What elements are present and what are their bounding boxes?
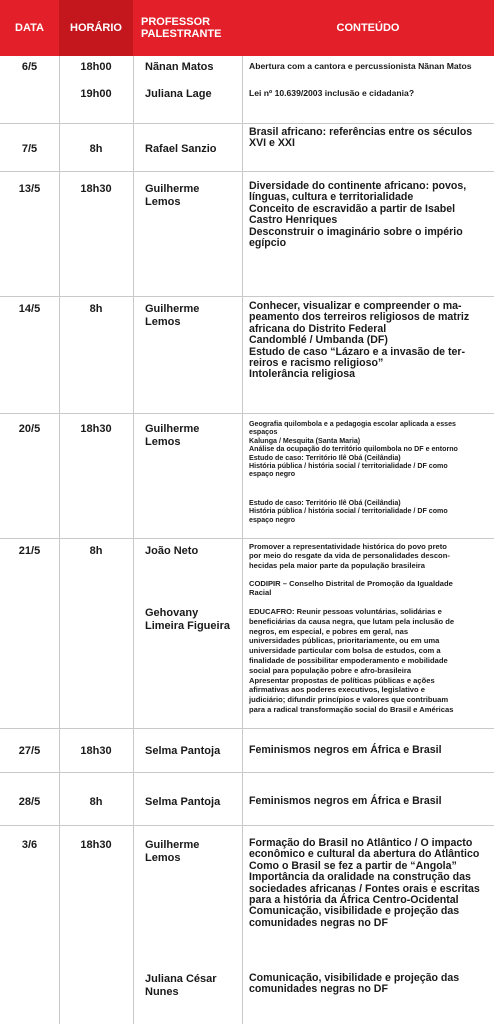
row-speaker: Gehovany Limeira Figueira xyxy=(145,607,230,632)
row-date: 7/5 xyxy=(21,143,38,155)
row-time: 19h00 xyxy=(80,88,112,100)
row-time: 8h xyxy=(89,303,103,315)
table-row xyxy=(0,172,494,297)
row-content: Promover a representatividade histórica do povo preto por meio do resgate da vida de personalidades descon- hecidas pela maior parte da população brasileira xyxy=(249,542,450,570)
table-row xyxy=(0,826,494,1023)
row-content: Formação do Brasil no Atlântico / O impacto econômico e cultural da abertura do Atlântico Como o Brasil se fez a partir de “Angola” Importância da oralidade na construção das sociedades africanas / Fontes orais e escritas para a história da África Centro-Ocidental Comunicação, visibilidade e projeção das comunidades negras no DF xyxy=(249,837,480,929)
header-date: DATA xyxy=(0,0,59,56)
row-time: 18h30 xyxy=(80,183,112,195)
row-speaker: Guilherme Lemos xyxy=(145,423,200,448)
row-content: EDUCAFRO: Reunir pessoas voluntárias, solidárias e beneficiárias da causa negra, que lutam pela inclusão de negros, em especial, e pobres em geral, nas universidades públicas, prioritariamente, ou em uma universidade particular com bolsa de estudos, com a finalidade de possibilitar empoderamento e mobilidade social para população pobre e afro-brasileira Apresentar propostas de políticas públicas e ações afirmativas aos poderes executivos, legislativo e judiciário; difundir princípios e valores que contribuam para a radical transformação social do Brasil e Américas xyxy=(249,607,455,714)
table-row xyxy=(0,414,494,539)
row-time: 18h30 xyxy=(80,745,112,757)
row-date: 14/5 xyxy=(18,303,41,315)
row-speaker: Guilherme Lemos xyxy=(145,839,200,864)
row-time: 8h xyxy=(89,143,103,155)
table-row xyxy=(0,729,494,773)
table-row xyxy=(0,124,494,172)
row-date: 13/5 xyxy=(18,183,41,195)
row-speaker: Juliana Lage xyxy=(145,88,212,100)
header-time: HORÁRIO xyxy=(59,0,133,56)
row-date: 6/5 xyxy=(21,61,38,73)
row-speaker: Selma Pantoja xyxy=(145,745,221,757)
row-speaker: Nãnan Matos xyxy=(145,61,214,73)
row-time: 18h30 xyxy=(80,839,112,851)
row-speaker: João Neto xyxy=(145,545,199,557)
header-speaker-label: PROFESSOR PALESTRANTE xyxy=(141,16,222,40)
table-header xyxy=(0,0,494,56)
row-content: Feminismos negros em África e Brasil xyxy=(249,744,442,756)
row-content: Feminismos negros em África e Brasil xyxy=(249,795,442,807)
table-row xyxy=(0,56,494,124)
row-speaker: Juliana César Nunes xyxy=(145,973,217,998)
row-content: Abertura com a cantora e percussionista Nãnan Matos xyxy=(249,61,472,71)
row-content: Lei nº 10.639/2003 inclusão e cidadania? xyxy=(249,88,415,98)
row-time: 8h xyxy=(89,796,103,808)
row-content: Diversidade do continente africano: povos, línguas, cultura e territorialidade Conceito de escravidão a partir de Isabel Castro Henriques Desconstruir o imaginário sobre o império egípcio xyxy=(249,180,467,250)
row-content: CODIPIR – Conselho Distrital de Promoção da Igualdade Racial xyxy=(249,579,453,598)
row-date: 28/5 xyxy=(18,796,41,808)
row-time: 18h00 xyxy=(80,61,112,73)
row-content: Conhecer, visualizar e compreender o ma- peamento dos terreiros religiosos de matriz africana do Distrito Federal Candomblé / Umbanda (DF) Estudo de caso “Lázaro e a invasão de ter- reiros e racismo religioso” Intolerância religiosa xyxy=(249,300,470,381)
row-speaker: Selma Pantoja xyxy=(145,796,221,808)
row-speaker: Guilherme Lemos xyxy=(145,183,200,208)
header-content: CONTEÚDO xyxy=(242,0,494,56)
row-speaker: Guilherme Lemos xyxy=(145,303,200,328)
row-content: Estudo de caso: Território Ilê Obá (Ceilândia) História pública / história social / territorialidade / DF como espaço negro xyxy=(249,499,448,524)
row-date: 20/5 xyxy=(18,423,41,435)
row-date: 27/5 xyxy=(18,745,41,757)
header-speaker xyxy=(133,0,242,56)
row-date: 21/5 xyxy=(18,545,41,557)
row-time: 18h30 xyxy=(80,423,112,435)
row-content: Brasil africano: referências entre os séculos XVI e XXI xyxy=(249,126,473,150)
row-time: 8h xyxy=(89,545,103,557)
row-date: 3/6 xyxy=(21,839,38,851)
row-speaker: Rafael Sanzio xyxy=(145,143,217,155)
table-row xyxy=(0,297,494,414)
row-content: Geografia quilombola e a pedagogia escolar aplicada a esses espaços Kalunga / Mesquita (Santa Maria) Análise da ocupação do território quilombola no DF e entorno Estudo de caso: Território Ilê Obá (Ceilândia) História pública / história social / territorialidade / DF como espaço negro xyxy=(249,420,458,479)
table-row xyxy=(0,539,494,729)
table-row xyxy=(0,773,494,826)
row-content: Comunicação, visibilidade e projeção das comunidades negras no DF xyxy=(249,972,460,996)
